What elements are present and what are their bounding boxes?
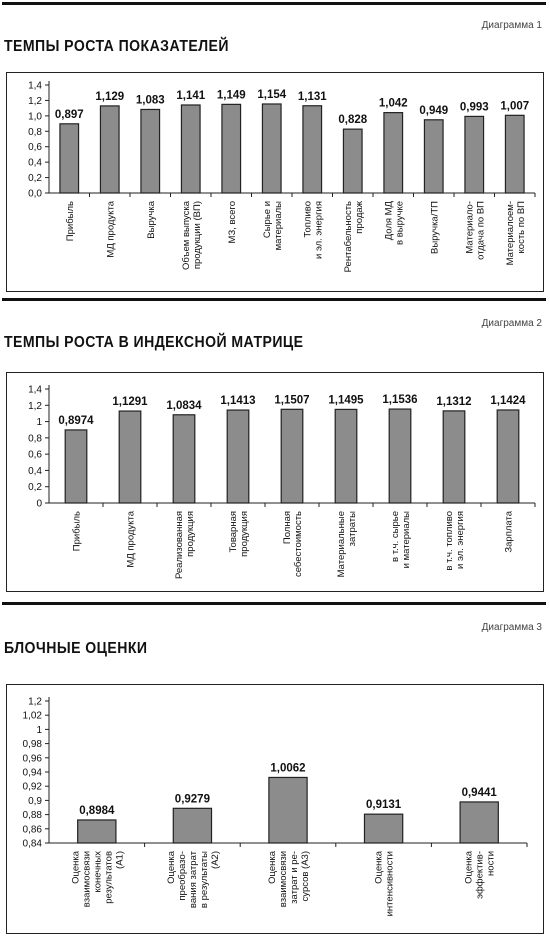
- x-tick-label: [282, 511, 304, 577]
- diagram-3-heading: БЛОЧНЫЕ ОЦЕНКИ: [4, 640, 148, 657]
- x-tick-label-line: вания затрат: [187, 851, 199, 909]
- y-tick-label: 0,2: [28, 173, 42, 185]
- y-tick-label: 0,2: [28, 482, 42, 494]
- x-tick-label: [504, 510, 515, 552]
- x-tick-label-line: Рентабельность: [342, 201, 354, 273]
- bar: [60, 124, 79, 193]
- data-label: 1,131: [297, 90, 327, 103]
- x-tick-label-line: МД продукта: [105, 201, 117, 258]
- x-tick-label: [181, 200, 203, 270]
- x-tick-label-line: Оценка: [267, 851, 278, 884]
- y-tick-label: 0,4: [28, 157, 42, 169]
- y-tick-label: 0,4: [28, 465, 42, 477]
- x-tick-label: [166, 850, 221, 908]
- x-tick-label-line: Материало-: [464, 201, 476, 254]
- y-tick-label: 1: [36, 417, 42, 429]
- bar: [141, 109, 160, 193]
- y-tick-label: 0,98: [22, 739, 42, 751]
- diagram-2-heading: ТЕМПЫ РОСТА В ИНДЕКСНОЙ МАТРИЦЕ: [4, 334, 304, 351]
- data-label: 1,1291: [112, 396, 148, 409]
- x-tick-label-line: и эл. энергия: [313, 201, 325, 259]
- x-tick-label: [126, 510, 137, 567]
- data-label: 1,0834: [166, 399, 202, 412]
- bar: [173, 415, 195, 503]
- x-tick-label: [72, 511, 83, 551]
- bar: [443, 411, 465, 503]
- data-label: 1,154: [257, 88, 287, 101]
- y-tick-label: 1: [36, 724, 42, 736]
- y-tick-label: 1,4: [28, 384, 42, 396]
- bar: [78, 820, 116, 843]
- data-label: 1,007: [500, 100, 530, 113]
- bar: [384, 113, 403, 193]
- bar: [465, 116, 484, 193]
- x-tick-label: [444, 511, 466, 571]
- x-tick-label-line: в выручке: [394, 201, 406, 245]
- x-tick-label-line: Выручка: [145, 201, 157, 239]
- x-tick-label: [262, 201, 284, 251]
- diagram-1-chart-frame: [6, 72, 544, 292]
- x-tick-label-line: в т.ч. топливо: [444, 511, 455, 571]
- y-tick-label: 0,8: [28, 126, 42, 138]
- x-tick-label-line: в результаты: [198, 851, 210, 909]
- y-tick-label: 0,0: [28, 188, 42, 200]
- x-tick-label-line: и эл. энергия: [455, 511, 466, 569]
- x-tick-label: [374, 850, 396, 916]
- x-tick-label-line: Оценка: [70, 851, 82, 884]
- data-label: 1,141: [176, 89, 206, 102]
- y-tick-label: 0,6: [28, 449, 42, 461]
- x-tick-label: [146, 200, 157, 238]
- x-tick-label: [267, 850, 311, 907]
- diagram-3-chart: [7, 685, 543, 933]
- data-label: 1,1424: [490, 394, 526, 407]
- y-tick-label: 1,0: [28, 111, 42, 123]
- data-label: 1,1536: [382, 394, 418, 407]
- x-tick-label-line: продукция: [239, 511, 250, 557]
- diagram-3-chart-frame: [6, 684, 544, 934]
- diagram-1-chart: [7, 73, 543, 291]
- data-label: 1,042: [378, 97, 408, 110]
- bar: [505, 115, 524, 193]
- x-tick-label: [343, 200, 365, 272]
- data-label: 1,083: [135, 94, 165, 107]
- bar: [262, 104, 281, 193]
- data-label: 1,1495: [328, 394, 364, 407]
- data-label: 0,949: [419, 104, 449, 117]
- x-tick-label-line: Товарная: [228, 511, 239, 553]
- y-tick-label: 0,84: [22, 838, 42, 850]
- x-tick-label-line: МД продукта: [125, 511, 137, 568]
- y-tick-label: 0,92: [22, 781, 42, 793]
- bar: [389, 409, 411, 503]
- data-label: 1,1507: [274, 394, 310, 407]
- x-tick-label: [174, 511, 196, 579]
- x-tick-label-line: Материальные: [336, 511, 347, 578]
- x-tick-label: [105, 200, 116, 257]
- data-label: 1,1312: [436, 395, 472, 408]
- x-tick-label-line: Топливо: [302, 201, 314, 238]
- y-tick-label: 0,9: [28, 795, 42, 807]
- x-tick-label: [228, 511, 250, 557]
- bar: [119, 411, 141, 503]
- x-tick-label-line: (А2): [209, 851, 221, 869]
- y-tick-label: 1,2: [28, 95, 42, 107]
- diagram-2-chart: [7, 373, 543, 591]
- x-tick-label-line: Оценка: [463, 851, 475, 884]
- x-tick-label: [227, 201, 238, 243]
- y-tick-label: 1,4: [28, 80, 42, 92]
- bar: [460, 802, 498, 843]
- x-tick-label-line: конечных: [92, 851, 104, 893]
- y-tick-label: 1,2: [28, 696, 42, 708]
- diagram-1-label: Диаграмма 1: [481, 20, 542, 31]
- x-tick-label-line: Прибыль: [64, 201, 76, 242]
- bar: [343, 129, 362, 193]
- y-tick-label: 0,96: [22, 753, 42, 765]
- y-tick-label: 0,6: [28, 142, 42, 154]
- x-tick-label-line: кость по ВП: [515, 201, 527, 254]
- bar: [269, 777, 307, 843]
- x-tick-label-line: затраты: [347, 511, 358, 547]
- x-tick-label-line: Полная: [282, 511, 293, 545]
- bar: [364, 814, 402, 843]
- data-label: 1,149: [216, 89, 246, 102]
- x-tick-label-line: МЗ, всего: [226, 201, 238, 244]
- x-tick-label: [302, 201, 324, 259]
- data-label: 0,993: [459, 101, 489, 114]
- data-label: 1,1413: [220, 395, 256, 408]
- x-tick-label-line: Прибыль: [71, 511, 83, 552]
- x-tick-label-line: продукция: [185, 511, 196, 557]
- x-tick-label-line: Зарплата: [503, 511, 515, 553]
- x-tick-label-line: продаж: [353, 201, 365, 234]
- x-tick-label-line: затрат и ре-: [289, 851, 300, 904]
- x-tick-label-line: себестоимость: [293, 511, 304, 577]
- bar: [281, 409, 303, 503]
- bar: [424, 120, 443, 193]
- diagram-2-chart-frame: [6, 372, 544, 592]
- x-tick-label-line: материалы: [272, 201, 284, 251]
- x-tick-label: [505, 201, 527, 266]
- x-tick-label: [70, 850, 125, 907]
- x-tick-label: [464, 850, 497, 899]
- x-tick-label-line: Объем выпуска: [180, 201, 192, 270]
- x-tick-label-line: Выручка/ТП: [429, 201, 441, 254]
- y-tick-label: 1,02: [22, 710, 42, 722]
- x-tick-label-line: Оценка: [373, 851, 385, 884]
- data-label: 1,0062: [270, 762, 306, 775]
- x-tick-label-line: (А1): [114, 851, 126, 869]
- data-label: 0,897: [54, 108, 84, 121]
- x-tick-label-line: преобразо-: [176, 851, 188, 901]
- bar: [100, 106, 119, 193]
- y-tick-label: 0,88: [22, 810, 42, 822]
- data-label: 0,9131: [366, 799, 402, 812]
- data-label: 0,9441: [461, 786, 497, 799]
- x-tick-label-line: Доля МД: [383, 201, 395, 241]
- diagram-2-label: Диаграмма 2: [481, 318, 542, 329]
- diagram-3-label: Диаграмма 3: [481, 622, 542, 633]
- x-tick-label-line: эффектив-: [474, 851, 486, 899]
- x-tick-label: [383, 200, 405, 245]
- x-tick-label-line: в т.ч. сырье: [390, 511, 401, 562]
- x-tick-label: [336, 511, 358, 578]
- x-tick-label-line: Реализованная: [174, 511, 185, 580]
- diagram-2-rule: [2, 298, 546, 301]
- bar: [222, 104, 241, 193]
- x-tick-label-line: отдача по ВП: [475, 201, 487, 260]
- x-tick-label-line: интенсивности: [384, 851, 396, 917]
- x-tick-label: [429, 201, 440, 254]
- data-label: 0,8984: [79, 804, 115, 817]
- top-rule: [2, 2, 546, 5]
- x-tick-label-line: взаимосвязи: [278, 851, 289, 908]
- x-tick-label: [65, 201, 76, 241]
- x-tick-label: [390, 511, 412, 568]
- x-tick-label-line: Оценка: [165, 851, 177, 884]
- diagram-3-rule: [2, 602, 546, 605]
- x-tick-label: [464, 201, 486, 260]
- y-tick-label: 1,2: [28, 400, 42, 412]
- y-tick-label: 0,94: [22, 767, 42, 779]
- diagram-1-heading: ТЕМПЫ РОСТА ПОКАЗАТЕЛЕЙ: [4, 38, 229, 55]
- bar: [181, 105, 200, 193]
- data-label: 0,828: [338, 114, 368, 127]
- x-tick-label-line: и материалы: [401, 511, 412, 569]
- data-label: 0,9279: [174, 793, 210, 806]
- x-tick-label-line: результатов: [103, 851, 115, 904]
- bar: [303, 106, 322, 193]
- bar: [65, 430, 87, 503]
- x-tick-label-line: взаимосвязи: [81, 851, 93, 908]
- y-tick-label: 0,86: [22, 824, 42, 836]
- x-tick-label-line: сурсов (А3): [300, 851, 311, 902]
- bar: [497, 410, 519, 503]
- data-label: 1,129: [95, 90, 125, 103]
- x-tick-label-line: продукции (ВП): [191, 201, 203, 270]
- bar: [227, 410, 249, 503]
- y-tick-label: 0,8: [28, 433, 42, 445]
- bar: [335, 409, 357, 503]
- x-tick-label-line: Материалоем-: [504, 201, 516, 266]
- x-tick-label-line: Сырье и: [261, 201, 273, 239]
- y-tick-label: 0: [36, 498, 42, 510]
- x-tick-label-line: ности: [485, 851, 497, 876]
- bar: [173, 808, 211, 843]
- data-label: 0,8974: [58, 414, 94, 427]
